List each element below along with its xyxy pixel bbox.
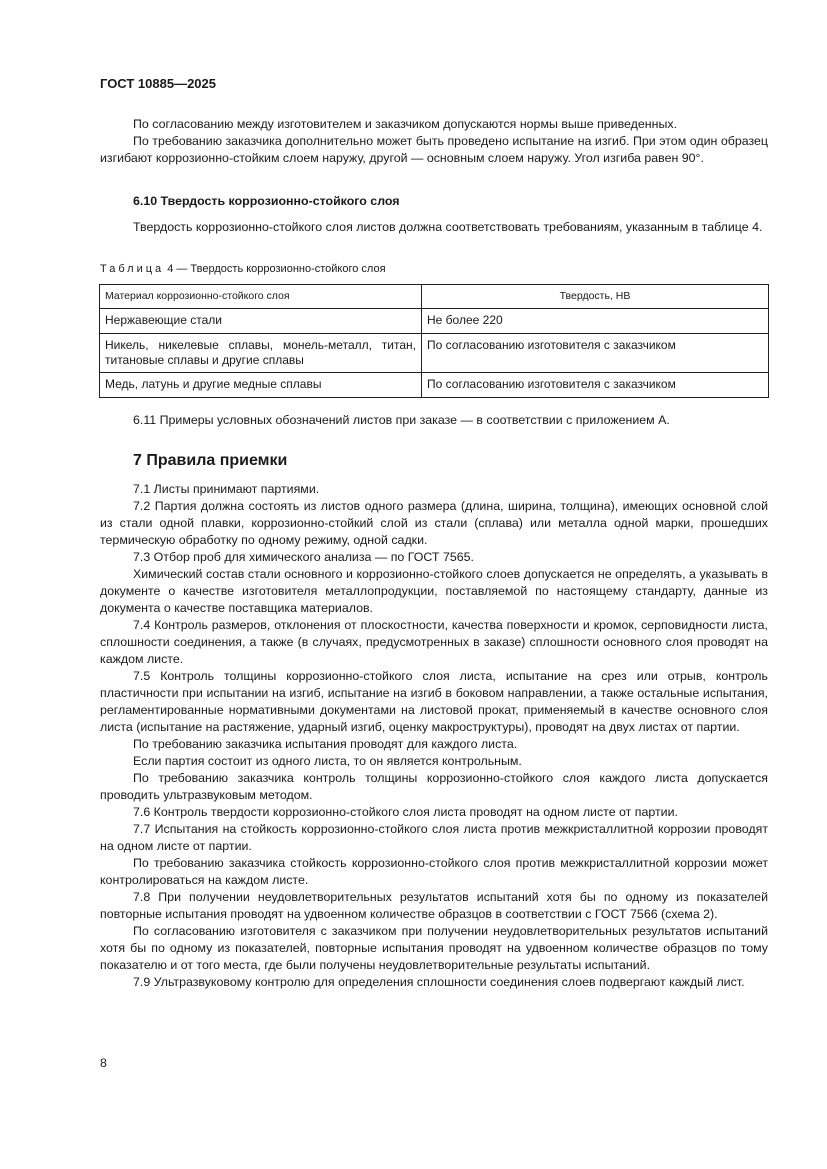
table-row <box>100 334 769 373</box>
table-row <box>100 373 769 398</box>
document-header: ГОСТ 10885—2025 <box>100 76 216 91</box>
hardness-table <box>99 284 769 398</box>
paragraph: Твердость коррозионно-стойкого слоя листов должна соответствовать требованиям, указанным в таблице 4. <box>133 220 763 234</box>
paragraph: По согласованию между изготовителем и заказчиком допускаются нормы выше приведенных. <box>133 117 678 131</box>
paragraph: 7.7 Испытания на стойкость коррозионно-стойкого слоя листа против межкристаллитной коррозии проводят на одном листе от партии. <box>100 822 768 853</box>
table-row <box>100 309 769 334</box>
table-cell-material: Медь, латунь и другие медные сплавы <box>100 373 422 398</box>
paragraph: 7.4 Контроль размеров, отклонения от плоскостности, качества поверхности и кромок, серповидности листа, сплошности соединения, а также (в случаях, предусмотренных в заказе) сплошности основного слоя проводят на каждом листе. <box>100 618 768 666</box>
table-caption-label: Таблица <box>100 263 165 275</box>
table-caption-title: 4 — Твердость коррозионно-стойкого слоя <box>167 263 386 275</box>
paragraph: 7.2 Партия должна состоять из листов одного размера (длина, ширина, толщина), имеющих основной слой из стали одной плавки, коррозионно-стойкий слой из стали (сплава) или металла одной марки, прошедших термическую обработку по одному режиму, одной садки. <box>100 499 768 547</box>
paragraph-6-11 <box>100 412 768 429</box>
table-caption <box>100 263 386 275</box>
paragraph: По согласованию изготовителя с заказчиком при получении неудовлетворительных результатов испытаний хотя бы по одному из показателей, повторные испытания проводят на удвоенном количестве образцов по тому показателю и от того места, где были получены неудовлетворительные результаты испытаний. <box>100 924 768 972</box>
column-header-material: Материал коррозионно-стойкого слоя <box>100 285 422 309</box>
page-number: 8 <box>100 1056 107 1070</box>
section-6-10-heading: 6.10 Твердость коррозионно-стойкого слоя <box>133 194 400 208</box>
paragraph: 7.1 Листы принимают партиями. <box>133 482 320 496</box>
paragraph: 6.11 Примеры условных обозначений листов при заказе — в соответствии с приложением А. <box>133 413 670 427</box>
paragraph: По требованию заказчика дополнительно может быть проведено испытание на изгиб. При этом один образец изгибают коррозионно-стойким слоем наружу, другой — основным слоем наружу. Угол изгиба равен 90°. <box>100 134 768 165</box>
paragraph: 7.5 Контроль толщины коррозионно-стойкого слоя листа, испытание на срез или отрыв, контроль пластичности при испытании на изгиб, испытание на изгиб в боковом направлении, а также остальные испытания, регламентированные нормативными документами на листовой прокат, применяемый в качестве основного слоя листа (испытание на растяжение, ударный изгиб, оценку макроструктуры), проводят на двух листах от партии. <box>100 669 768 734</box>
section-7-heading: 7 Правила приемки <box>133 452 288 469</box>
table-header-row <box>100 285 769 309</box>
table-cell-hardness: Не более 220 <box>422 309 769 334</box>
paragraph: 7.3 Отбор проб для химического анализа — по ГОСТ 7565. <box>133 550 474 564</box>
paragraph: Химический состав стали основного и коррозионно-стойкого слоев допускается не определять, а указывать в документе о качестве изготовителя металлопродукции, поставляемой по настоящему стандарту, данные из документа о качестве поставщика материалов. <box>100 567 768 615</box>
paragraph: 7.6 Контроль твердости коррозионно-стойкого слоя листа проводят на одном листе от партии. <box>133 805 678 819</box>
table-cell-hardness: По согласованию изготовителя с заказчиком <box>422 373 769 398</box>
paragraph: По требованию заказчика испытания проводят для каждого листа. <box>133 737 518 751</box>
paragraph: По требованию заказчика стойкость коррозионно-стойкого слоя против межкристаллитной коррозии может контролироваться на каждом листе. <box>100 856 768 887</box>
intro-text <box>100 116 768 167</box>
table-cell-hardness: По согласованию изготовителя с заказчиком <box>422 334 769 373</box>
table-cell-material: Никель, никелевые сплавы, монель-металл, титан, титановые сплавы и другие сплавы <box>100 334 422 373</box>
table-cell-material: Нержавеющие стали <box>100 309 422 334</box>
paragraph: 7.9 Ультразвуковому контролю для определения сплошности соединения слоев подвергают каждый лист. <box>133 975 745 989</box>
paragraph: 7.8 При получении неудовлетворительных результатов испытаний хотя бы по одному из показателей повторные испытания проводят на удвоенном количестве образцов в соответствии с ГОСТ 7566 (схема 2). <box>100 890 768 921</box>
section-7-body <box>100 481 768 991</box>
column-header-hardness: Твердость, НВ <box>422 285 769 309</box>
paragraph: Если партия состоит из одного листа, то он является контрольным. <box>133 754 522 768</box>
section-6-10-text <box>100 219 768 236</box>
paragraph: По требованию заказчика контроль толщины коррозионно-стойкого слоя каждого листа допускается проводить ультразвуковым методом. <box>100 771 768 802</box>
